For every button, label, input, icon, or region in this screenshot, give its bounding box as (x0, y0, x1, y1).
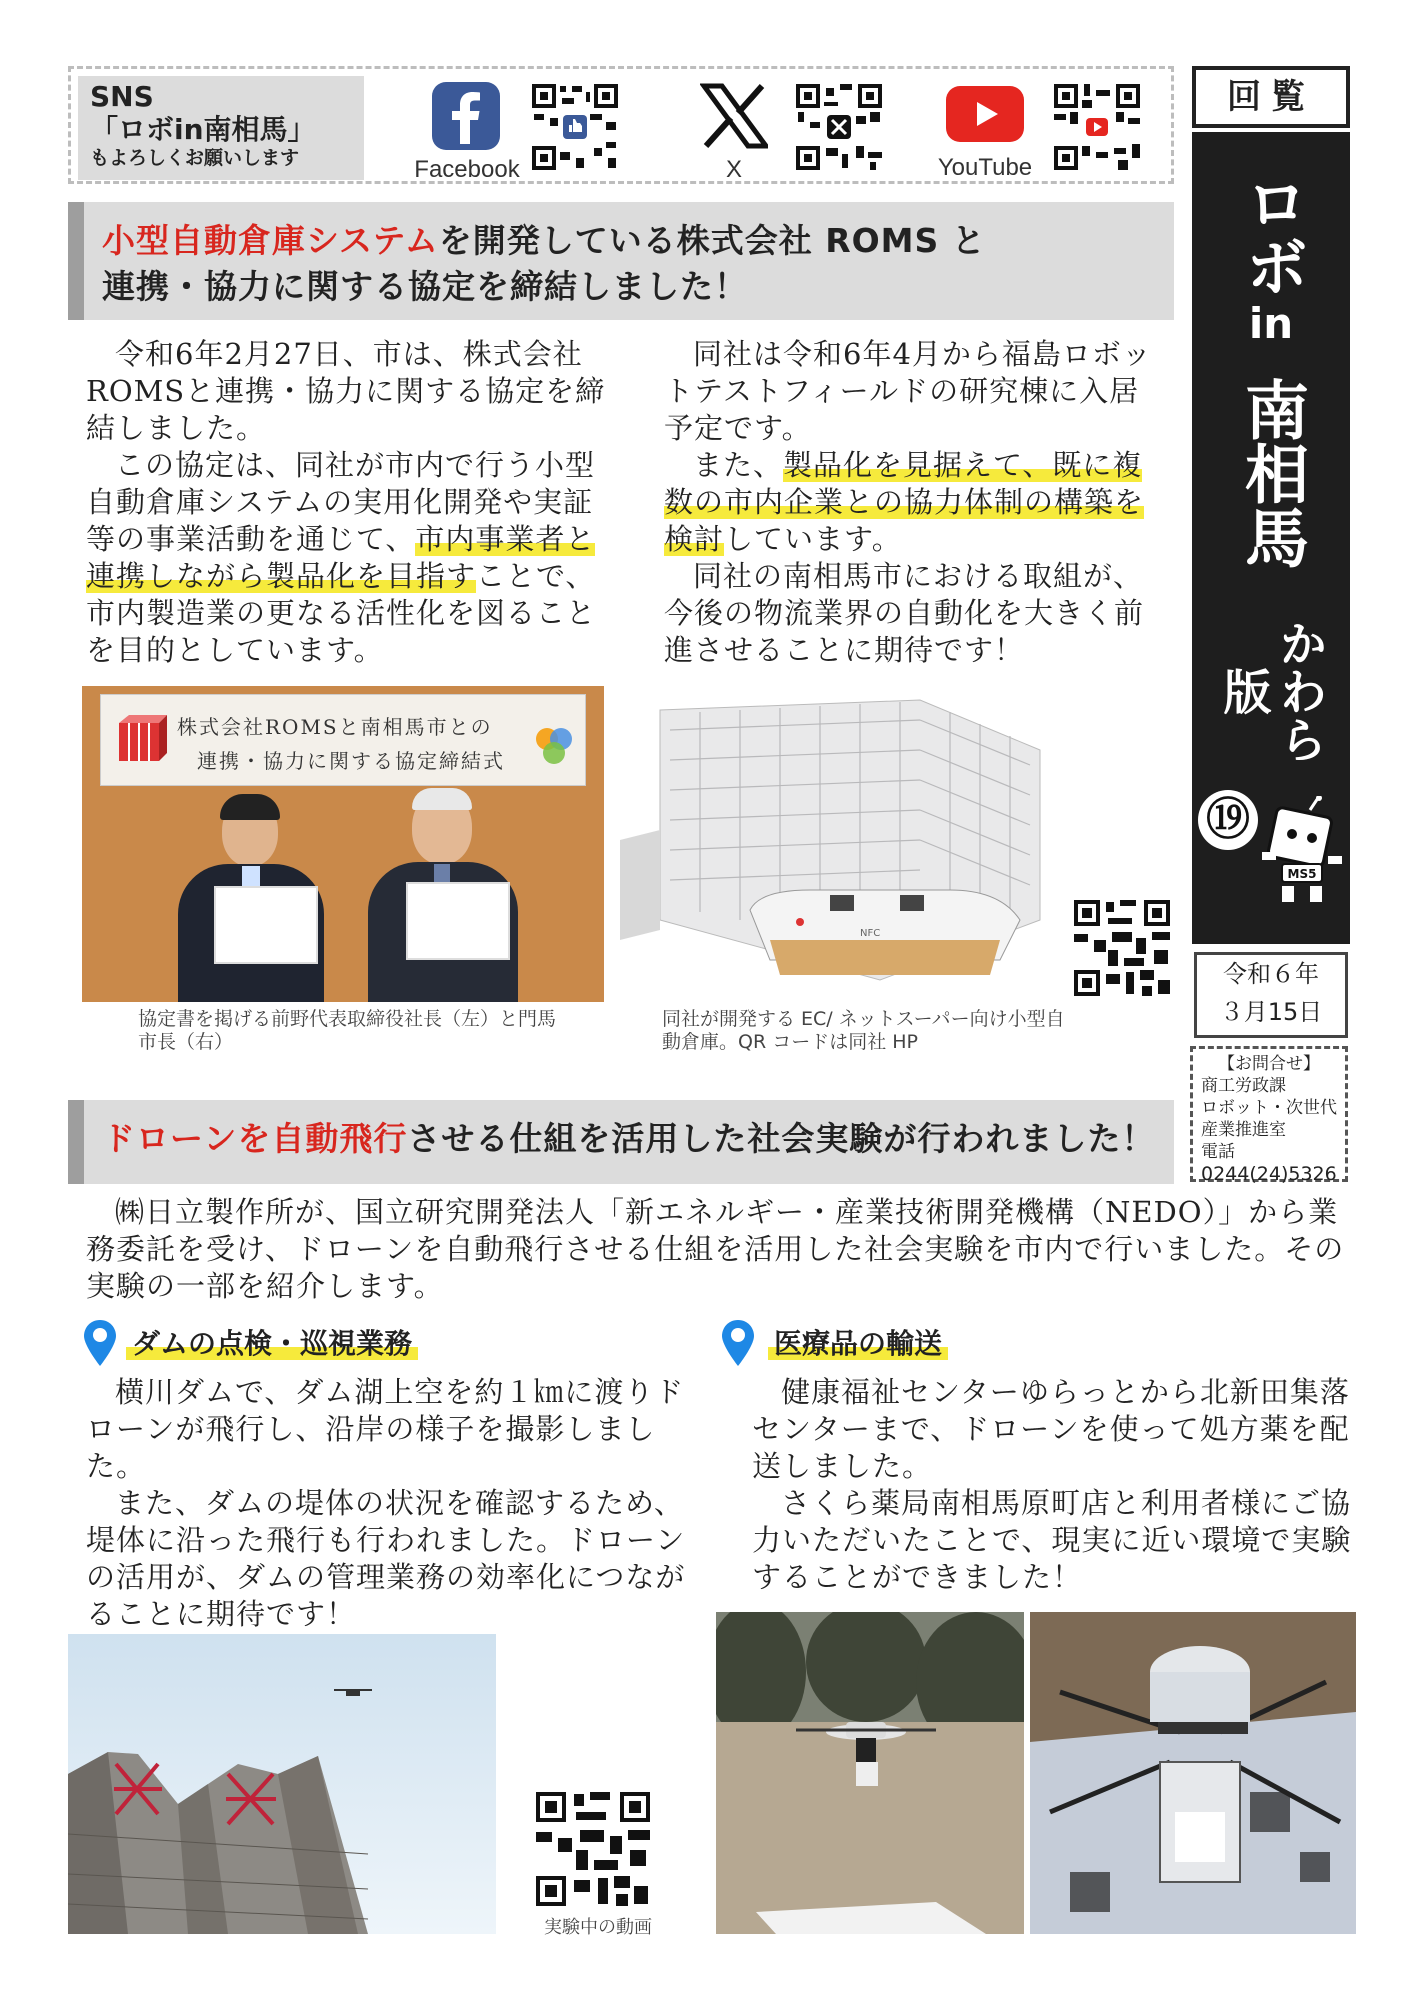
drone-field-photo (716, 1612, 1024, 1934)
article1-left-column (86, 336, 616, 669)
certificate-left (214, 886, 318, 964)
signing-ceremony-photo (82, 686, 604, 1002)
facebook-label: Facebook (414, 156, 520, 183)
qr-caption: 実験中の動画 (544, 1917, 652, 1938)
article1-title-line2: 連携・協力に関する協定を締結しました！ (102, 267, 748, 306)
contact-tel-label: 電話 (1201, 1142, 1235, 1162)
sidebar-kawara-ban: かわら版 (1215, 619, 1327, 763)
contact-dept3: 産業推進室 (1201, 1120, 1286, 1140)
contact-box (1190, 1046, 1348, 1185)
article1-right-p2b: しています。 (724, 522, 902, 556)
youtube-label: YouTube (937, 154, 1033, 181)
article1-header (68, 202, 1174, 320)
robot-mascot-icon (1258, 796, 1346, 906)
sidebar-in: in (1248, 299, 1294, 348)
contact-tel: 0244(24)5326 (1201, 1163, 1337, 1185)
dam-drone-photo (68, 1634, 496, 1934)
article1-left-p2a: この協定は、同社が市内で行う小型自動倉庫システムの実用化開発や実証等の事業活動を通じて、 (86, 448, 596, 556)
article1-left-p2b: ことで、市内製造業の更なる活性化を図ることを目的としています。 (86, 559, 597, 667)
subsection2-p1: 健康福祉センターゆらっとから北新田集落センターまで、ドローンを使って処方薬を配送しました。 (752, 1375, 1350, 1483)
sns-label-line2: 「ロボin南相馬」 (90, 112, 316, 146)
automated-warehouse-image (620, 690, 1060, 990)
ceremony-banner (100, 694, 586, 786)
article1-right-p2-highlight: 製品化を見据えて、既に複数の市内企業との協力体制の構築を検討 (664, 448, 1145, 556)
roms-logo-icon (115, 713, 167, 765)
caption-warehouse-image: 同社が開発する EC/ ネットスーパー向け小型自動倉庫。QR コードは同社 HP (662, 1008, 1065, 1053)
article2-intro: ㈱日立製作所が、国立研究開発法人「新エネルギー・産業技術開発機構（NEDO）」から業務委託を受け、ドローンを自動飛行させる仕組を活用した社会実験を市内で行いました。その実験の一部を紹介します。 (86, 1195, 1345, 1303)
certificate-right (406, 882, 510, 960)
sns-label (78, 76, 364, 180)
banner-line1: 株式会社ROMSと南相馬市との (177, 715, 493, 739)
roms-hp-qr-code[interactable] (1072, 898, 1172, 998)
x-logo-icon[interactable] (700, 82, 768, 150)
article2-header (68, 1100, 1174, 1184)
youtube-qr-code[interactable] (1052, 82, 1142, 172)
location-pin-icon (82, 1318, 118, 1368)
date-line2: ３月15日 (1219, 998, 1323, 1026)
article1-title-red: 小型自動倉庫システム (102, 221, 439, 260)
drone-closeup-photo (1030, 1612, 1356, 1934)
article1-right-p2a: また、 (693, 448, 784, 482)
article1-title-rest: を開発している株式会社 ROMS と (438, 221, 986, 260)
machine-label: NFC (860, 928, 881, 939)
issue-date (1194, 952, 1348, 1038)
subsection2-p2: さくら薬局南相馬原町店と利用者様にご協力いただいたことで、現実に近い環境で実験することができました！ (752, 1486, 1352, 1594)
sidebar-minamisoma: 南相馬 (1234, 377, 1308, 569)
issue-number-badge: ⑲ (1198, 790, 1258, 850)
sns-label-line1: SNS (90, 80, 154, 113)
article1-left-p1: 令和6年2月27日、市は、株式会社ROMSと連携・協力に関する協定を締結しました。 (86, 337, 606, 445)
facebook-qr-code[interactable] (530, 82, 620, 172)
subsection1-title: ダムの点検・巡視業務 (126, 1322, 418, 1362)
title-sidebar (1192, 132, 1350, 944)
mascot-tag: MS5 (1287, 867, 1317, 881)
date-line1: 令和６年 (1223, 960, 1319, 988)
banner-line2: 連携・協力に関する協定締結式 (197, 749, 505, 773)
article2-title-rest: させる仕組を活用した社会実験が行われました！ (407, 1119, 1156, 1158)
x-label: X (725, 156, 742, 183)
article1-right-p1: 同社は令和6年4月から福島ロボットテストフィールドの研究棟に入居予定です。 (664, 337, 1152, 445)
subsection2-body (752, 1374, 1356, 1596)
article1-right-p3: 同社の南相馬市における取組が、今後の物流業界の自動化を大きく前進させることに期待です！ (664, 559, 1145, 667)
subsection1-p2: また、ダムの堤体の状況を確認するため、堤体に沿った飛行も行われました。ドローンの活用が、ダムの管理業務の効率化につながることに期待です！ (86, 1486, 686, 1631)
contact-dept1: 商工労政課 (1201, 1076, 1286, 1096)
youtube-icon[interactable] (946, 86, 1024, 142)
caption-signing-photo: 協定書を掲げる前野代表取締役社長（左）と門馬市長（右） (138, 1008, 557, 1053)
subsection1-p1: 横川ダムで、ダム湖上空を約１㎞に渡りドローンが飛行し、沿岸の様子を撮影しました。 (86, 1375, 685, 1483)
contact-title: 【お問合せ】 (1218, 1054, 1320, 1074)
facebook-icon[interactable] (432, 82, 500, 150)
article1-left-p2-highlight: 市内事業者と連携しながら製品化を目指す (86, 522, 596, 593)
sns-label-line3: もよろしくお願いします (90, 147, 300, 170)
sidebar-robo: ロボ (1234, 170, 1308, 298)
contact-dept2: ロボット・次世代 (1201, 1098, 1337, 1118)
x-qr-code[interactable] (794, 82, 884, 172)
city-emblem-icon (531, 723, 577, 769)
article2-title-red: ドローンを自動飛行 (102, 1119, 408, 1158)
kairan-label: 回覧 (1192, 66, 1350, 128)
subsection2-title: 医療品の輸送 (768, 1322, 948, 1362)
location-pin-icon (720, 1318, 756, 1368)
article1-right-column (664, 336, 1168, 669)
experiment-video-qr-code[interactable] (534, 1790, 652, 1908)
subsection1-body (86, 1374, 686, 1633)
